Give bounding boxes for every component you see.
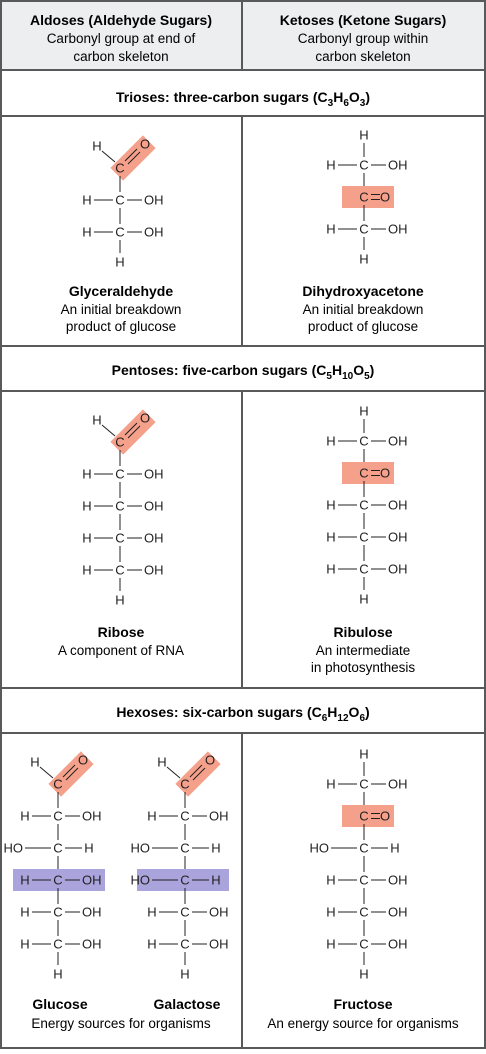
glucose-name: Glucose — [32, 996, 88, 1012]
hydrogen-atom: H — [82, 530, 92, 546]
carbon-atom: C — [359, 808, 369, 824]
carbon-atom: C — [115, 434, 125, 450]
hydroxyl-group: OH — [209, 936, 229, 952]
glyceraldehyde-desc-line1: An initial breakdown — [60, 302, 182, 317]
hydrogen-atom: H — [359, 746, 369, 762]
carbon-atom: C — [359, 872, 369, 888]
hydrogen-atom: H — [20, 872, 30, 888]
bond-line — [40, 767, 53, 778]
oxygen-atom: O — [379, 808, 391, 824]
hydrogen-atom: H — [326, 529, 336, 545]
hydrogen-atom: H — [82, 498, 92, 514]
hydrogen-atom: H — [84, 840, 94, 856]
hydrogen-atom: H — [157, 754, 167, 770]
hydrogen-atom: H — [92, 412, 102, 428]
carbon-atom: C — [359, 529, 369, 545]
hydrogen-atom: H — [82, 192, 92, 208]
molecule-structures — [4, 128, 408, 982]
carbon-atom: C — [359, 189, 369, 205]
hydrogen-atom: H — [30, 754, 40, 770]
carbon-atom: C — [53, 872, 63, 888]
hydroxyl-group: OH — [209, 904, 229, 920]
hydroxyl-group: OH — [388, 433, 408, 449]
hydrogen-atom: H — [390, 840, 400, 856]
carbon-atom: C — [115, 562, 125, 578]
carbon-atom: C — [53, 808, 63, 824]
hydroxyl-group: OH — [144, 498, 164, 514]
hydroxyl-group: OH — [144, 466, 164, 482]
hexoses-section-label: Hexoses: six-carbon sugars $(C_6H_{12}O_6)$ — [116, 704, 370, 724]
ribulose-desc-line1: An intermediate — [315, 643, 411, 658]
hydroxyl-group: OH — [388, 497, 408, 513]
hydroxyl-group: HO — [130, 872, 150, 888]
aldoses-title: Aldoses (Aldehyde Sugars) — [29, 12, 213, 28]
dihydroxyacetone-desc-line2: product of glucose — [307, 319, 419, 334]
carbon-atom: C — [53, 904, 63, 920]
fructose-name: Fructose — [333, 996, 393, 1012]
ketoses-desc-line2: carbon skeleton — [315, 49, 411, 64]
hydroxyl-group: OH — [388, 561, 408, 577]
hydroxyl-group: OH — [388, 904, 408, 920]
hydrogen-atom: H — [326, 936, 336, 952]
ribose-desc-line1: A component of RNA — [57, 643, 185, 658]
hydrogen-atom: H — [82, 562, 92, 578]
hydrogen-atom: H — [359, 591, 369, 607]
hydroxyl-group: HO — [309, 840, 329, 856]
hydrogen-atom: H — [359, 403, 369, 419]
carbon-atom: C — [115, 224, 125, 240]
carbon-atom: C — [180, 936, 190, 952]
carbon-atom: C — [180, 904, 190, 920]
glucose-structure — [4, 751, 106, 981]
bond-line — [102, 425, 115, 436]
hydroxyl-group: HO — [130, 840, 150, 856]
hydrogen-atom: H — [180, 966, 190, 982]
carbon-atom: C — [53, 936, 63, 952]
carbon-atom: C — [359, 904, 369, 920]
glucose-galactose-desc: Energy sources for organisms — [31, 1016, 211, 1031]
glyceraldehyde-name: Glyceraldehyde — [68, 283, 174, 299]
carbon-atom: C — [115, 466, 125, 482]
ribose-name: Ribose — [97, 624, 145, 640]
carbon-atom: C — [115, 498, 125, 514]
hydrogen-atom: H — [92, 138, 102, 154]
hydroxyl-group: HO — [3, 840, 23, 856]
hydrogen-atom: H — [326, 157, 336, 173]
oxygen-atom: O — [139, 410, 151, 426]
carbon-atom: C — [115, 530, 125, 546]
aldoses-desc-line1: Carbonyl group at end of — [46, 31, 196, 46]
trioses-section-label: Trioses: three-carbon sugars $(C_3H_6O_3)$ — [115, 89, 371, 109]
carbon-atom: C — [359, 840, 369, 856]
hydroxyl-group: OH — [82, 904, 102, 920]
glyceraldehyde-structure — [82, 135, 163, 269]
hydrogen-atom: H — [82, 466, 92, 482]
hydrogen-atom: H — [53, 966, 63, 982]
hydroxyl-group: OH — [144, 562, 164, 578]
carbon-atom: C — [180, 808, 190, 824]
hydroxyl-group: OH — [388, 936, 408, 952]
ribulose-structure — [326, 404, 407, 607]
hydrogen-atom: H — [359, 966, 369, 982]
hydrogen-atom: H — [147, 904, 157, 920]
hydrogen-atom: H — [20, 808, 30, 824]
hydrogen-atom: H — [326, 221, 336, 237]
ketoses-title: Ketoses (Ketone Sugars) — [279, 12, 447, 28]
hydrogen-atom: H — [326, 561, 336, 577]
hydroxyl-group: OH — [144, 224, 164, 240]
carbon-atom: C — [359, 433, 369, 449]
oxygen-atom: O — [139, 136, 151, 152]
carbon-atom: C — [115, 192, 125, 208]
bond-line — [102, 151, 115, 162]
ketoses-desc-line1: Carbonyl group within — [297, 31, 429, 46]
hydrogen-atom: H — [20, 936, 30, 952]
carbon-atom: C — [115, 160, 125, 176]
galactose-name: Galactose — [153, 996, 221, 1012]
dihydroxyacetone-name: Dihydroxyacetone — [302, 283, 424, 299]
hydroxyl-group: OH — [388, 872, 408, 888]
hydrogen-atom: H — [326, 433, 336, 449]
hydroxyl-group: OH — [82, 872, 102, 888]
hydroxyl-group: OH — [388, 529, 408, 545]
hydrogen-atom: H — [326, 872, 336, 888]
carbon-atom: C — [53, 776, 63, 792]
hydroxyl-group: OH — [388, 221, 408, 237]
hydrogen-atom: H — [326, 904, 336, 920]
hydrogen-atom: H — [211, 872, 221, 888]
galactose-structure — [131, 751, 230, 981]
dihydroxyacetone-desc-line1: An initial breakdown — [302, 302, 424, 317]
carbon-atom: C — [359, 497, 369, 513]
oxygen-atom: O — [204, 752, 216, 768]
carbon-atom: C — [359, 936, 369, 952]
carbon-atom: C — [359, 157, 369, 173]
hydroxyl-group: OH — [388, 776, 408, 792]
ribulose-name: Ribulose — [333, 624, 393, 640]
hydrogen-atom: H — [147, 936, 157, 952]
carbon-atom: C — [359, 561, 369, 577]
carbon-atom: C — [53, 840, 63, 856]
hydrogen-atom: H — [359, 251, 369, 267]
oxygen-atom: O — [77, 752, 89, 768]
pentoses-section-label: Pentoses: five-carbon sugars $(C_5H_{10}O_5)$ — [111, 362, 375, 382]
hydroxyl-group: OH — [209, 808, 229, 824]
hydrogen-atom: H — [211, 840, 221, 856]
carbon-atom: C — [359, 465, 369, 481]
hydrogen-atom: H — [147, 808, 157, 824]
carbon-atom: C — [359, 221, 369, 237]
glyceraldehyde-desc-line2: product of glucose — [65, 319, 177, 334]
ribulose-desc-line2: in photosynthesis — [310, 660, 416, 675]
hydroxyl-group: OH — [388, 157, 408, 173]
hydrogen-atom: H — [20, 904, 30, 920]
bond-line — [167, 767, 180, 778]
hydrogen-atom: H — [115, 592, 125, 608]
carbon-atom: C — [359, 776, 369, 792]
aldoses-desc-line2: carbon skeleton — [73, 49, 169, 64]
carbon-atom: C — [180, 872, 190, 888]
hydrogen-atom: H — [82, 224, 92, 240]
hydrogen-atom: H — [359, 127, 369, 143]
hydrogen-atom: H — [326, 497, 336, 513]
oxygen-atom: O — [379, 465, 391, 481]
hydrogen-atom: H — [115, 254, 125, 270]
oxygen-atom: O — [379, 189, 391, 205]
fructose-desc-line1: An energy source for organisms — [267, 1016, 459, 1031]
hydroxyl-group: OH — [144, 192, 164, 208]
hydrogen-atom: H — [326, 776, 336, 792]
hydroxyl-group: OH — [144, 530, 164, 546]
hydroxyl-group: OH — [82, 808, 102, 824]
dihydroxyacetone-structure — [326, 128, 407, 267]
ribose-structure — [82, 409, 163, 607]
carbon-atom: C — [180, 840, 190, 856]
carbon-atom: C — [180, 776, 190, 792]
hydroxyl-group: OH — [82, 936, 102, 952]
fructose-structure — [310, 747, 408, 982]
